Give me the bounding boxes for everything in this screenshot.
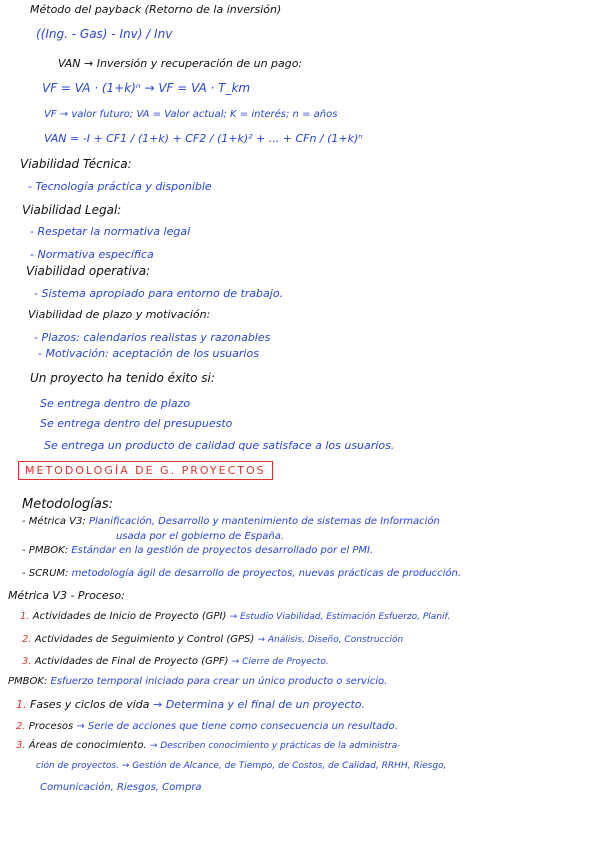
item-text: → Serie de acciones que tiene como consecuencia un resultado.: [76, 721, 398, 732]
section-heading: METODOLOGÍA DE G. PROYECTOS: [18, 461, 273, 480]
item-text: → Determina y el final de un proyecto.: [153, 698, 366, 711]
payback-title: Método del payback (Retorno de la inversión): [30, 3, 282, 16]
item-label: Procesos: [28, 721, 74, 732]
item-number: 1.: [16, 698, 27, 711]
viabilidad-plazo-title: Viabilidad de plazo y motivación:: [28, 308, 211, 321]
exito-item: Se entrega un producto de calidad que satisface a los usuarios.: [44, 439, 395, 452]
item-number: 2.: [22, 634, 32, 645]
metrica-line: [22, 517, 440, 527]
pmbok-definition: [8, 677, 387, 687]
metrica-proceso-title: Métrica V3 - Proceso:: [8, 589, 125, 602]
viabilidad-tecnica-title: Viabilidad Técnica:: [20, 157, 132, 171]
van-legend: VF → valor futuro; VA = Valor actual; K = interés; n = años: [44, 109, 338, 120]
scrum-label: - SCRUM:: [22, 568, 69, 579]
item-number: 3.: [16, 740, 26, 751]
viabilidad-operativa-title: Viabilidad operativa:: [26, 264, 151, 278]
metodologias-title: Metodologías:: [22, 497, 114, 512]
metrica-proceso-item: [20, 612, 450, 622]
scrum-text: metodología ágil de desarrollo de proyectos, nuevas prácticas de producción.: [71, 568, 462, 579]
pmbok-label: - PMBOK:: [22, 545, 69, 556]
item-text: → Estudio Viabilidad, Estimación Esfuerzo, Planif.: [229, 612, 451, 622]
metrica-text: Planificación, Desarrollo y mantenimiento de sistemas de Información: [88, 516, 440, 527]
viabilidad-tecnica-item: - Tecnología práctica y disponible: [28, 180, 212, 193]
pmbok-item: [16, 741, 400, 751]
pmbok-line: [22, 546, 373, 556]
pmbok-text: Estándar en la gestión de proyectos desarrollado por el PMI.: [71, 545, 374, 556]
viabilidad-plazo-item: - Motivación: aceptación de los usuarios: [38, 347, 259, 360]
pmbok-def-text: Esfuerzo temporal iniciado para crear un único producto o servicio.: [50, 676, 388, 687]
pmbok-item: [16, 699, 365, 710]
metrica-proceso-item: [22, 657, 329, 667]
exito-item: Se entrega dentro del presupuesto: [40, 417, 233, 430]
metrica-label: - Métrica V3:: [22, 516, 86, 527]
item-number: 1.: [20, 611, 30, 622]
viabilidad-plazo-item: - Plazos: calendarios realistas y razonables: [34, 331, 271, 344]
item-text: → Análisis, Diseño, Construcción: [257, 635, 404, 645]
exito-title: Un proyecto ha tenido éxito si:: [30, 371, 215, 385]
viabilidad-legal-item: - Respetar la normativa legal: [30, 225, 191, 238]
viabilidad-legal-title: Viabilidad Legal:: [22, 203, 122, 217]
item-label: Actividades de Final de Proyecto (GPF): [34, 656, 229, 667]
viabilidad-legal-item: - Normativa específica: [30, 248, 154, 261]
item-label: Fases y ciclos de vida: [30, 698, 150, 711]
item-text: → Cierre de Proyecto.: [231, 657, 329, 667]
van-formula-1: VF = VA · (1+k)ⁿ → VF = VA · T_km: [42, 81, 251, 95]
metrica-proceso-item: [22, 635, 403, 645]
pmbok-continuation: ción de proyectos. → Gestión de Alcance, de Tiempo, de Costos, de Calidad, RRHH, Riesgo,: [36, 761, 447, 771]
item-label: Actividades de Seguimiento y Control (GPS): [34, 634, 255, 645]
exito-item: Se entrega dentro de plazo: [40, 397, 191, 410]
scrum-line: [22, 569, 461, 579]
van-title: VAN → Inversión y recuperación de un pago:: [58, 57, 303, 70]
item-number: 3.: [22, 656, 32, 667]
payback-formula: ((Ing. - Gas) - Inv) / Inv: [36, 27, 173, 41]
viabilidad-operativa-item: - Sistema apropiado para entorno de trabajo.: [34, 287, 284, 300]
item-label: Actividades de Inicio de Proyecto (GPI): [32, 611, 227, 622]
pmbok-continuation: Comunicación, Riesgos, Compra: [40, 782, 202, 793]
metrica-text-2: usada por el gobierno de España.: [116, 531, 285, 542]
pmbok-def-label: PMBOK:: [8, 676, 48, 687]
pmbok-item: [16, 722, 398, 732]
item-number: 2.: [16, 721, 26, 732]
van-formula-2: VAN = -I + CF1 / (1+k) + CF2 / (1+k)² + ... + CFn / (1+k)ⁿ: [44, 132, 363, 145]
item-label: Áreas de conocimiento.: [28, 740, 147, 751]
item-text: → Describen conocimiento y prácticas de la administra-: [149, 741, 401, 751]
